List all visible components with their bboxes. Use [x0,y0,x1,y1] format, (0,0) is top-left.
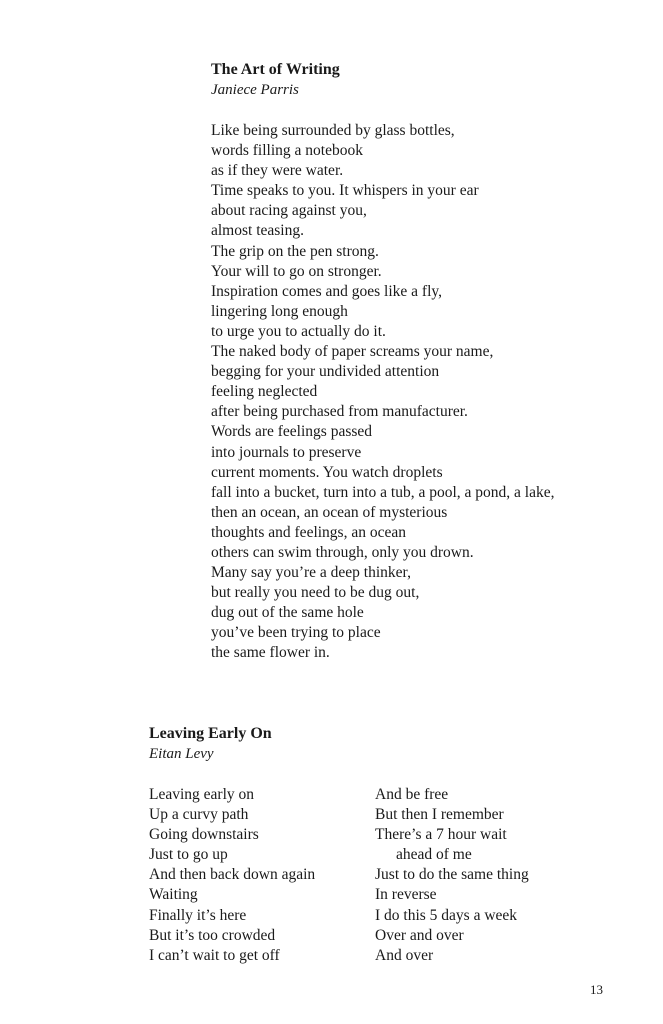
page-number: 13 [590,982,603,997]
poem-line: I can’t wait to get off [149,946,280,964]
poem-line: current moments. You watch droplets [211,463,443,481]
poem-line: then an ocean, an ocean of mysterious [211,503,448,521]
poem-line: But it’s too crowded [149,926,276,944]
poem-line: Over and over [375,926,464,944]
poem-line: Finally it’s here [149,906,247,924]
poem-line: fall into a bucket, turn into a tub, a pool, a pond, a lake, [211,483,555,501]
poem-the-art-of-writing [211,60,555,664]
poem-line: The grip on the pen strong. [211,242,379,260]
poem-line: ahead of me [396,846,472,864]
poem-line: There’s a 7 hour wait [375,826,507,844]
poem-line: And be free [375,786,449,803]
poem-author: Janiece Parris [211,82,299,98]
poem-line: feeling neglected [211,383,318,401]
poem-right-column [375,785,529,966]
poem-line: words filling a notebook [211,142,363,160]
poem-author: Eitan Levy [149,746,214,762]
poem-title: The Art of Writing [211,61,340,78]
poem-line: The naked body of paper screams your name, [211,343,494,361]
poem-line: Your will to go on stronger. [211,262,382,280]
poem-line: Going downstairs [149,826,259,844]
poem-line: Just to go up [149,846,228,864]
poem-line: after being purchased from manufacturer. [211,403,468,421]
poem-line: lingering long enough [211,302,348,320]
poem-line: And over [375,946,434,964]
poem-line: And then back down again [149,866,316,884]
poem-line: begging for your undivided attention [211,363,440,381]
poem-line: thoughts and feelings, an ocean [211,523,406,541]
poem-line: Up a curvy path [149,806,249,824]
poem-line: Like being surrounded by glass bottles, [211,122,455,139]
poem-line: I do this 5 days a week [375,906,518,924]
poem-line: almost teasing. [211,222,304,240]
poem-line: Waiting [149,886,198,904]
poem-title: Leaving Early On [149,725,272,742]
poem-line: Leaving early on [149,786,255,803]
poem-line: to urge you to actually do it. [211,322,386,340]
poem-line: but really you need to be dug out, [211,584,420,602]
poem-line: others can swim through, only you drown. [211,543,474,561]
poem-left-column [149,785,315,966]
poem-line: Just to do the same thing [375,866,529,884]
poem-line: Many say you’re a deep thinker, [211,564,411,582]
poem-line: about racing against you, [211,202,367,220]
poem-leaving-early-on [149,724,529,964]
poem-line: into journals to preserve [211,443,362,461]
poem-line: Words are feelings passed [211,423,373,441]
poem-line: But then I remember [375,806,504,824]
poem-line: as if they were water. [211,162,344,180]
poem-line: you’ve been trying to place [211,624,381,642]
poem-line: dug out of the same hole [211,604,364,622]
poem-line: In reverse [375,886,437,904]
poem-line: Time speaks to you. It whispers in your ear [211,182,479,200]
poem-lines [211,121,555,664]
poem-line: the same flower in. [211,644,330,662]
poem-line: Inspiration comes and goes like a fly, [211,282,443,300]
